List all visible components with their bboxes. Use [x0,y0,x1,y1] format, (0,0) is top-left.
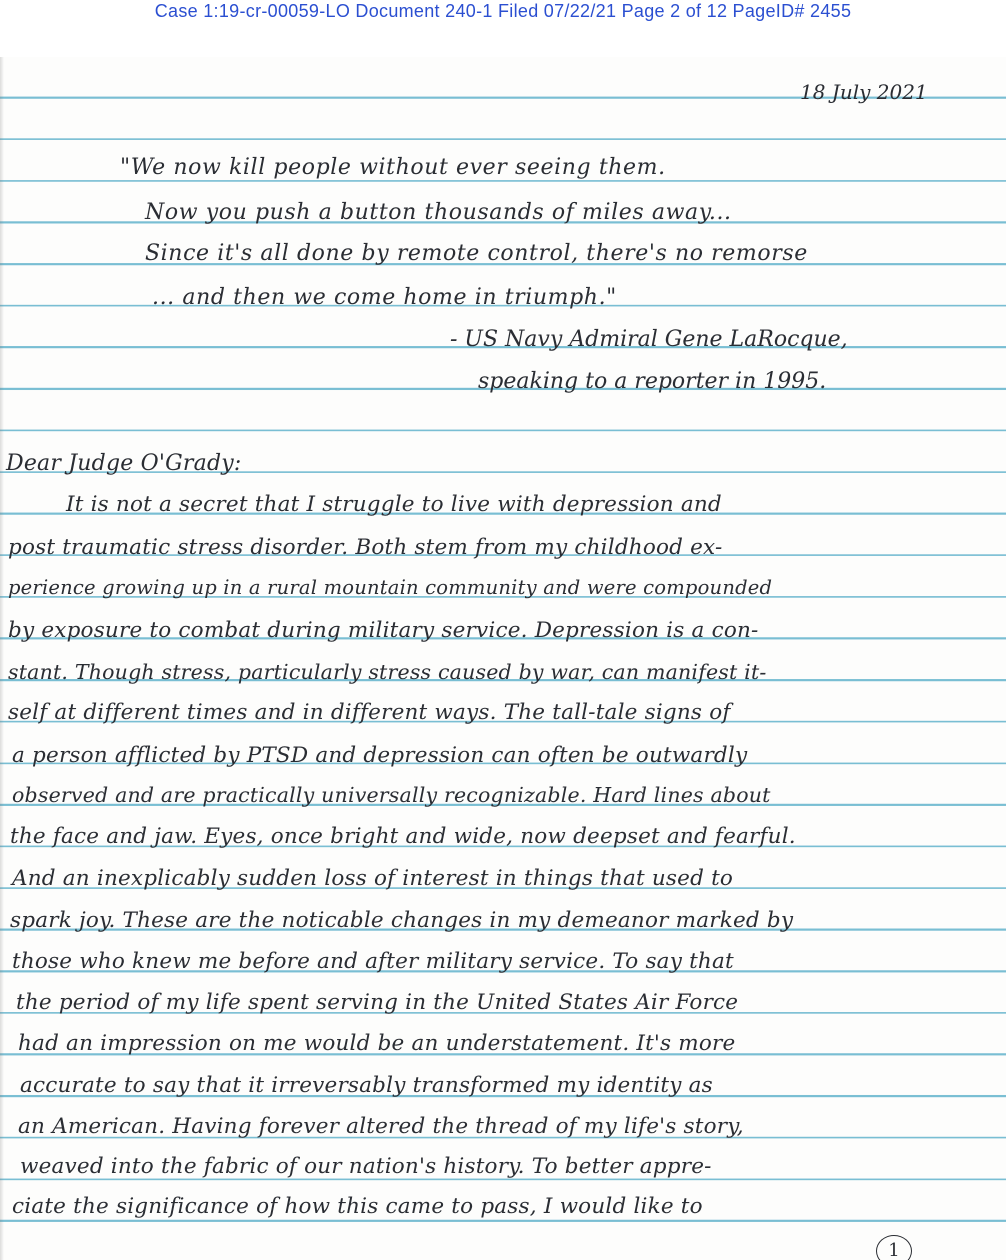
epigraph-attribution: - US Navy Admiral Gene LaRocque, [450,327,848,352]
page-number: 1 [876,1235,912,1260]
letter-date: 18 July 2021 [800,80,928,104]
body-line: It is not a secret that I struggle to live with depression and [66,492,722,517]
body-line: by exposure to combat during military service. Depression is a con- [8,618,759,643]
body-line: ciate the significance of how this came to pass, I would like to [12,1194,703,1219]
body-line: post traumatic stress disorder. Both stem from my childhood ex- [8,535,723,560]
page-edge-shadow [0,57,4,1260]
epigraph-attribution: speaking to a reporter in 1995. [478,369,827,394]
epigraph-line: "We now kill people without ever seeing them. [120,155,666,180]
salutation: Dear Judge O'Grady: [6,451,242,476]
epigraph-line: Since it's all done by remote control, there's no remorse [145,241,808,266]
body-line: stant. Though stress, particularly stress caused by war, can manifest it- [8,660,767,684]
body-line: had an impression on me would be an understatement. It's more [18,1031,736,1056]
body-line: spark joy. These are the noticable changes in my demeanor marked by [10,908,794,933]
body-line: an American. Having forever altered the thread of my life's story, [18,1114,744,1139]
epigraph-line: Now you push a button thousands of miles away... [145,200,732,225]
body-line: observed and are practically universally recognizable. Hard lines about [12,783,771,807]
body-line: accurate to say that it irreversably transformed my identity as [20,1073,713,1098]
body-line: weaved into the fabric of our nation's history. To better appre- [20,1154,712,1179]
court-filing-header: Case 1:19-cr-00059-LO Document 240-1 Filed 07/22/21 Page 2 of 12 PageID# 2455 [154,1,852,21]
body-line: a person afflicted by PTSD and depression can often be outwardly [12,743,748,768]
body-line: perience growing up in a rural mountain community and were compounded [8,576,773,599]
body-line: those who knew me before and after military service. To say that [12,949,734,974]
body-line: the face and jaw. Eyes, once bright and wide, now deepset and fearful. [10,824,796,849]
body-line: self at different times and in different ways. The tall-tale signs of [8,700,731,725]
body-line: the period of my life spent serving in the United States Air Force [16,990,739,1015]
body-line: And an inexplicably sudden loss of interest in things that used to [12,866,734,891]
epigraph-line: ... and then we come home in triumph." [152,285,617,310]
